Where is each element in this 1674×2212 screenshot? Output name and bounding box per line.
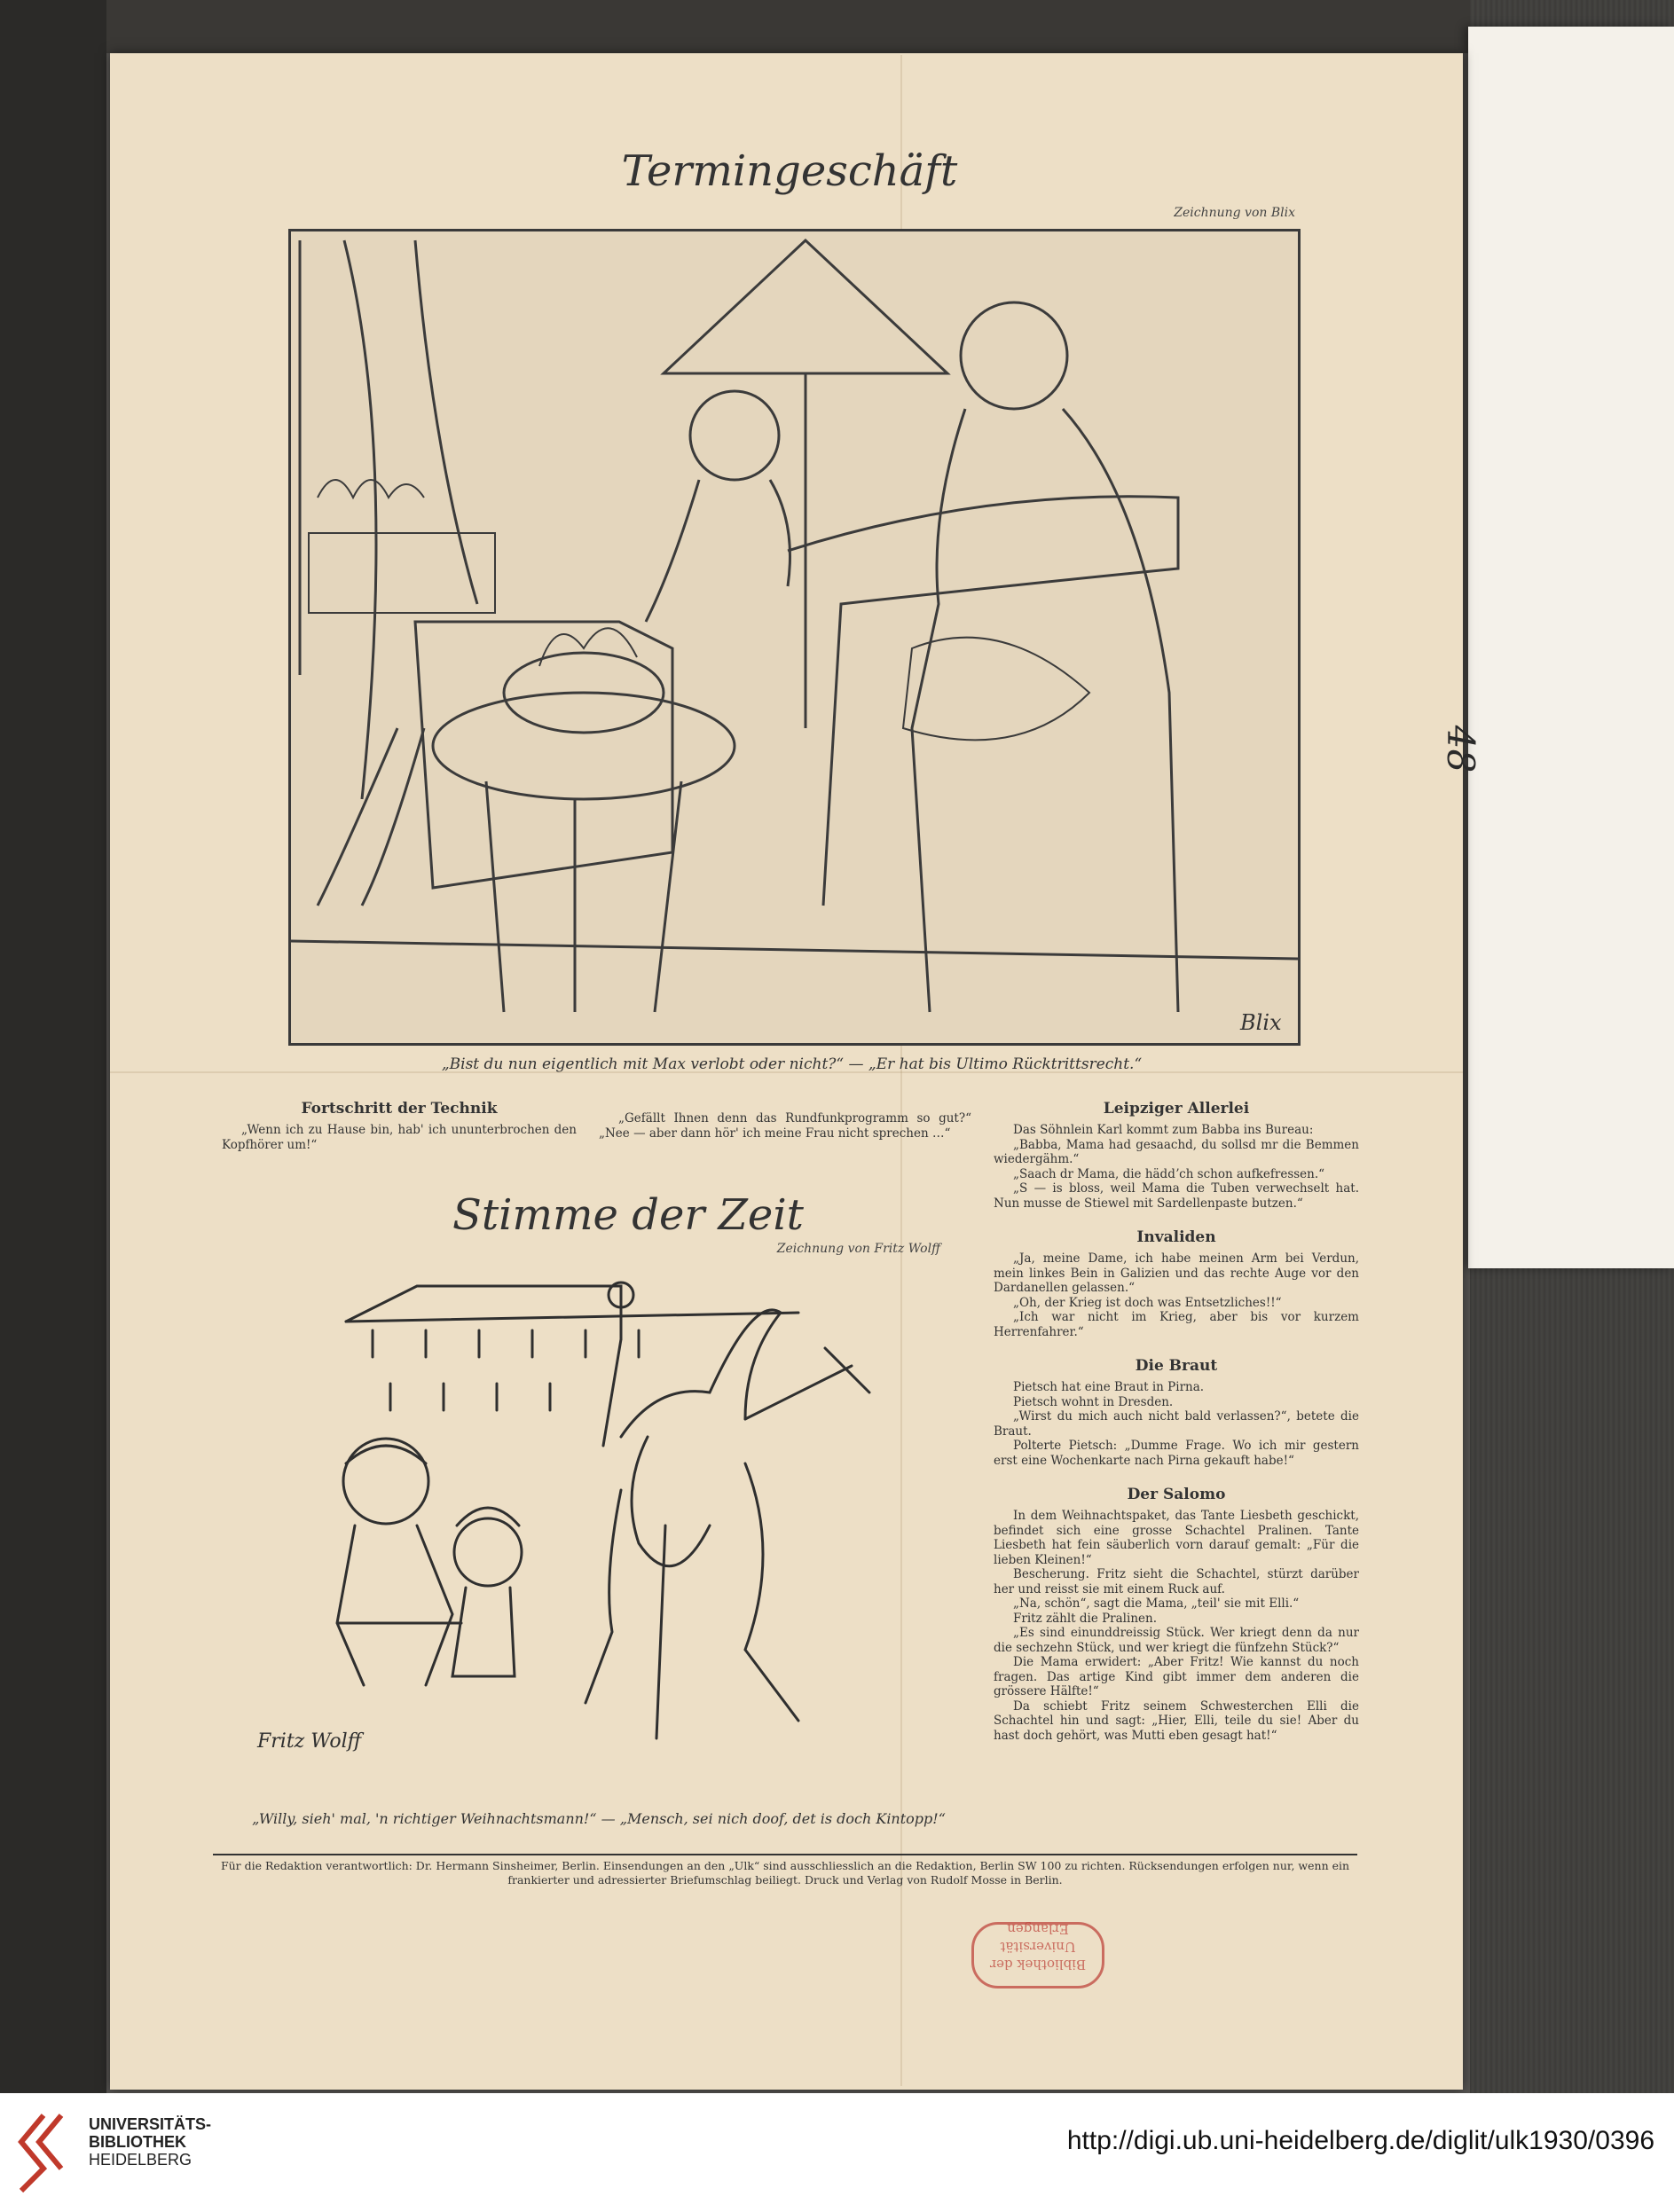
handwritten-page-number: 48 [1439,725,1483,773]
article-paragraph: Die Mama erwidert: „Aber Fritz! Wie kannst du noch fragen. Das artige Kind gibt immer dem anderen die grössere Hälfte!“ [994,1655,1359,1698]
article-paragraph: Das Söhnlein Karl kommt zum Babba ins Bureau: [1013,1123,1314,1137]
university-library-logo-icon[interactable] [12,2106,75,2195]
library-name-line3: HEIDELBERG [89,2151,193,2169]
logo-mark [21,2115,43,2191]
article-paragraph: Bescherung. Fritz sieht die Schachtel, stürzt darüber her und reisst sie mit einem Ruck auf. [994,1567,1359,1596]
article-paragraph: In dem Weihnachtspaket, das Tante Liesbeth geschickt, befindet sich eine grosse Schachtel Pralinen. Tante Liesbeth hat fein säuberlich vorn darauf gemalt: „Für die lieben Kleinen!“ [994,1509,1359,1567]
heading-der-salomo: Der Salomo [1127,1486,1226,1503]
library-stamp [971,1922,1104,1988]
illustration-termingeschaeft [288,229,1301,1046]
imprint-footer: Für die Redaktion verantwortlich: Dr. Hermann Sinsheimer, Berlin. Einsendungen an den „Ulk“ sind ausschliesslich an die Redaktion, Berlin SW 100 zu richten. Rücksendungen erfolgen nur, wenn ein frankierter und adressierter Briefumschlag beiliegt. Druck und Verlag von Rudolf Mosse in Berlin. [220,1859,1350,1886]
article-leipziger-allerlei [994,1100,1359,1211]
joke-rundfunk [599,1111,971,1141]
article-invaliden [994,1228,1359,1339]
article-paragraph: „Saach dr Mama, die häddʼch schon aufkefressen.“ [1013,1166,1325,1181]
heading-fortschritt: Fortschritt der Technik [301,1100,498,1118]
article-paragraph: „Na, schön“, sagt die Mama, „teil' sie mit Elli.“ [1013,1596,1300,1611]
article-paragraph: Pietsch wohnt in Dresden. [1013,1394,1174,1409]
text-rundfunk: „Gefällt Ihnen denn das Rundfunkprogramm so gut?“ „Nee — aber dann hör' ich meine Frau nicht sprechen …“ [599,1111,971,1141]
caption-termingeschaeft: „Bist du nun eigentlich mit Max verlobt oder nicht?“ — „Er hat bis Ultimo Rücktrittsrecht.“ [441,1055,1143,1073]
article-die-braut [994,1357,1359,1468]
heading-die-braut: Die Braut [1135,1357,1218,1375]
joke-fortschritt [222,1100,577,1152]
background-board [0,0,1674,53]
cartoon-credit-fritz-wolff: Zeichnung von Fritz Wolff [776,1242,940,1256]
heading-leipziger-allerlei: Leipziger Allerlei [1103,1100,1250,1118]
cartoon-title-termingeschaeft: Termingeschäft [621,146,958,196]
caption-stimme-der-zeit: „Willy, sieh' mal, 'n richtiger Weihnachtsmann!“ — „Mensch, sei nich doof, det is doch Kintopp!“ [252,1810,946,1827]
text-fortschritt: „Wenn ich zu Hause bin, hab' ich ununterbrochen den Kopfhörer um!“ [222,1123,577,1152]
article-der-salomo [994,1486,1359,1743]
article-paragraph: „Ja, meine Dame, ich habe meinen Arm bei Verdun, mein linkes Bein in Galizien und das rechte Auge vor den Dardanellen gelassen.“ [994,1251,1359,1295]
article-paragraph: „Wirst du mich auch nicht bald verlassen?“, betete die Braut. [994,1409,1359,1439]
article-paragraph: „Oh, der Krieg ist doch was Entsetzliches!!“ [1013,1295,1282,1310]
stamp-text: Bibliothek der Universität Erlangen [989,1921,1087,1973]
cartoon-credit-blix: Zeichnung von Blix [1174,206,1295,220]
article-paragraph: „Es sind einunddreissig Stück. Wer kriegt denn da nur die sechzehn Stück, und wer kriegt die fünfzehn Stück?“ [994,1626,1359,1655]
footer-rule [213,1854,1357,1855]
heading-invaliden: Invaliden [1136,1228,1216,1246]
signature-fritz-wolff: Fritz Wolff [257,1730,362,1753]
cartoon-title-stimme-der-zeit: Stimme der Zeit [452,1190,804,1240]
permalink-url[interactable]: http://digi.ub.uni-heidelberg.de/diglit/ulk1930/0396 [1066,2126,1654,2155]
library-name-line1: UNIVERSITÄTS- [89,2115,212,2133]
article-paragraph: „Babba, Mama had gesaachd, du sollsd mr die Bemmen wiedergähm.“ [994,1137,1359,1166]
library-name-line2: BIBLIOTHEK [89,2133,186,2151]
article-paragraph: Polterte Pietsch: „Dumme Frage. Wo ich mir gestern erst eine Wochenkarte nach Pirna gekauft habe!“ [994,1439,1359,1468]
adjacent-sheet [1468,27,1674,1268]
binding-edge [0,0,106,2093]
illustration-stimme-der-zeit [248,1259,958,1756]
article-paragraph: Pietsch hat eine Braut in Pirna. [1013,1380,1205,1394]
university-library-name[interactable] [89,2115,211,2169]
article-paragraph: „Ich war nicht im Krieg, aber bis vor kurzem Herrenfahrer.“ [994,1310,1359,1339]
signature-blix: Blix [1240,1010,1282,1035]
article-paragraph: Da schiebt Fritz seinem Schwesterchen Elli die Schachtel hin und sagt: „Hier, Elli, teile du sie! Aber du hast doch gehört, was Mutti eben gesagt hat!“ [994,1698,1359,1743]
article-paragraph: Fritz zählt die Pralinen. [1013,1611,1157,1626]
article-paragraph: „S — is bloss, weil Mama die Tuben verwechselt hat. Nun musse de Stiewel mit Sardellenpaste butzen.“ [994,1181,1359,1211]
right-column [994,1100,1359,1761]
